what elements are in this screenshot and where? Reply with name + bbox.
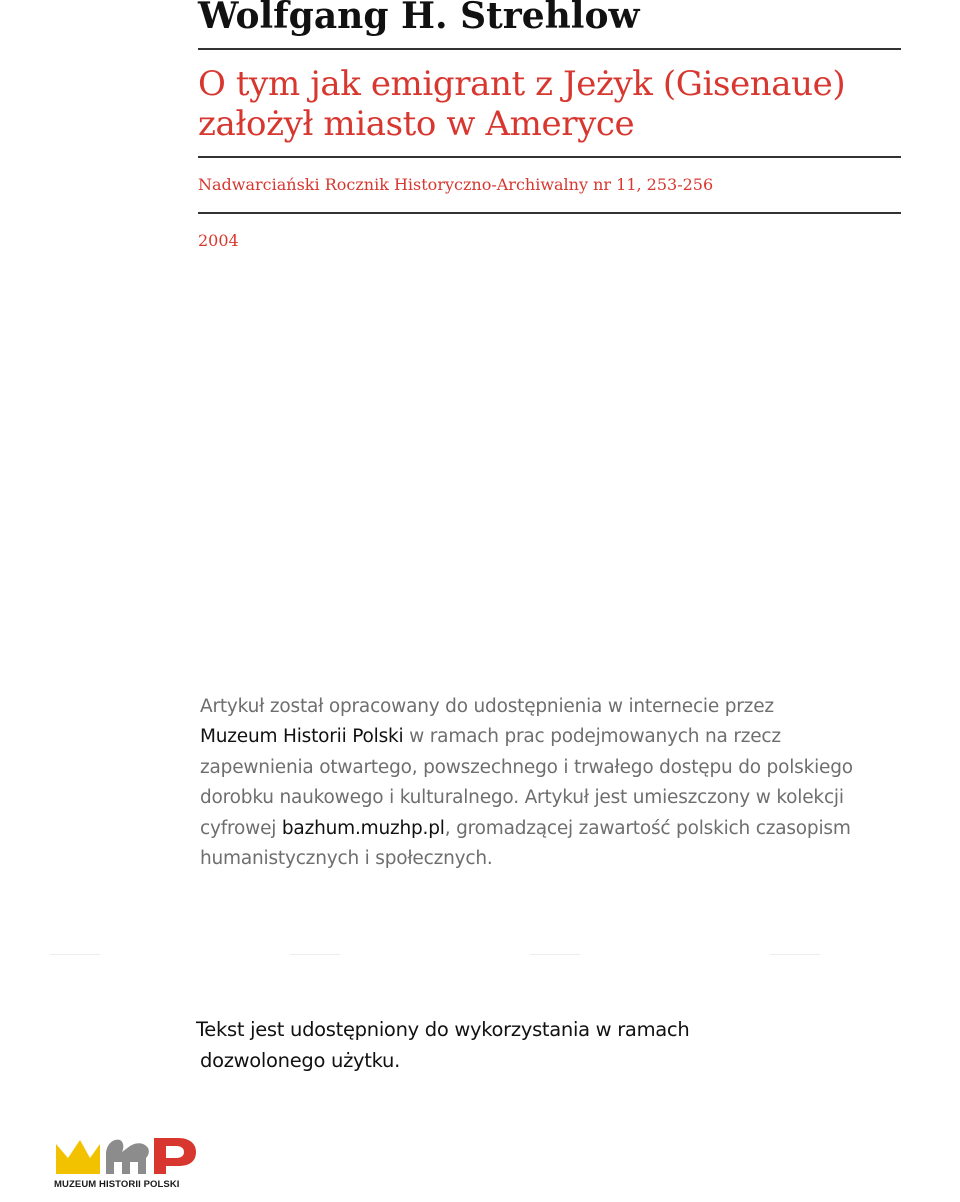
logo-caption: MUZEUM HISTORII POLSKI	[54, 1179, 180, 1190]
publication-year: 2004	[198, 231, 239, 250]
mhp-logo-icon	[54, 1134, 204, 1178]
source-citation: Nadwarciański Rocznik Historyczno-Archiwalny nr 11, 253-256	[198, 175, 714, 194]
license-line: dozwolonego użytku.	[200, 1049, 400, 1072]
divider	[198, 156, 901, 158]
scan-artifact	[530, 954, 580, 955]
article-title: O tym jak emigrant z Jeżyk (Gisenaue) założył miasto w Ameryce	[198, 64, 846, 144]
divider	[198, 48, 901, 50]
license-line: Tekst jest udostępniony do wykorzystania w ramach	[196, 1018, 690, 1041]
info-text: w ramach prac podejmowanych na rzecz zapewnienia otwartego, powszechnego i trwałego dostępu do polskiego dorobku naukowego i kulturalnego. Artykuł jest umieszczony w kolekcji cyfrowej	[200, 726, 853, 839]
scan-artifact	[50, 954, 100, 955]
divider	[198, 212, 901, 214]
info-text: Artykuł został opracowany do udostępnienia w internecie przez	[200, 696, 774, 717]
bazhum-link[interactable]: bazhum.muzhp.pl	[281, 817, 445, 839]
crown-icon	[56, 1140, 100, 1174]
license-notice	[196, 1014, 796, 1076]
scan-artifact	[770, 954, 820, 955]
eagle-icon	[106, 1140, 149, 1174]
author-name: Wolfgang H. Strehlow	[198, 0, 640, 37]
p-letter-icon	[154, 1138, 196, 1174]
info-text: , gromadzącej zawartość polskich czasopism humanistycznych i społecznych.	[200, 817, 851, 870]
info-paragraph	[200, 692, 890, 874]
museum-logo	[54, 1134, 204, 1194]
scan-artifact	[290, 954, 340, 955]
museum-name: Muzeum Historii Polski	[200, 726, 404, 748]
